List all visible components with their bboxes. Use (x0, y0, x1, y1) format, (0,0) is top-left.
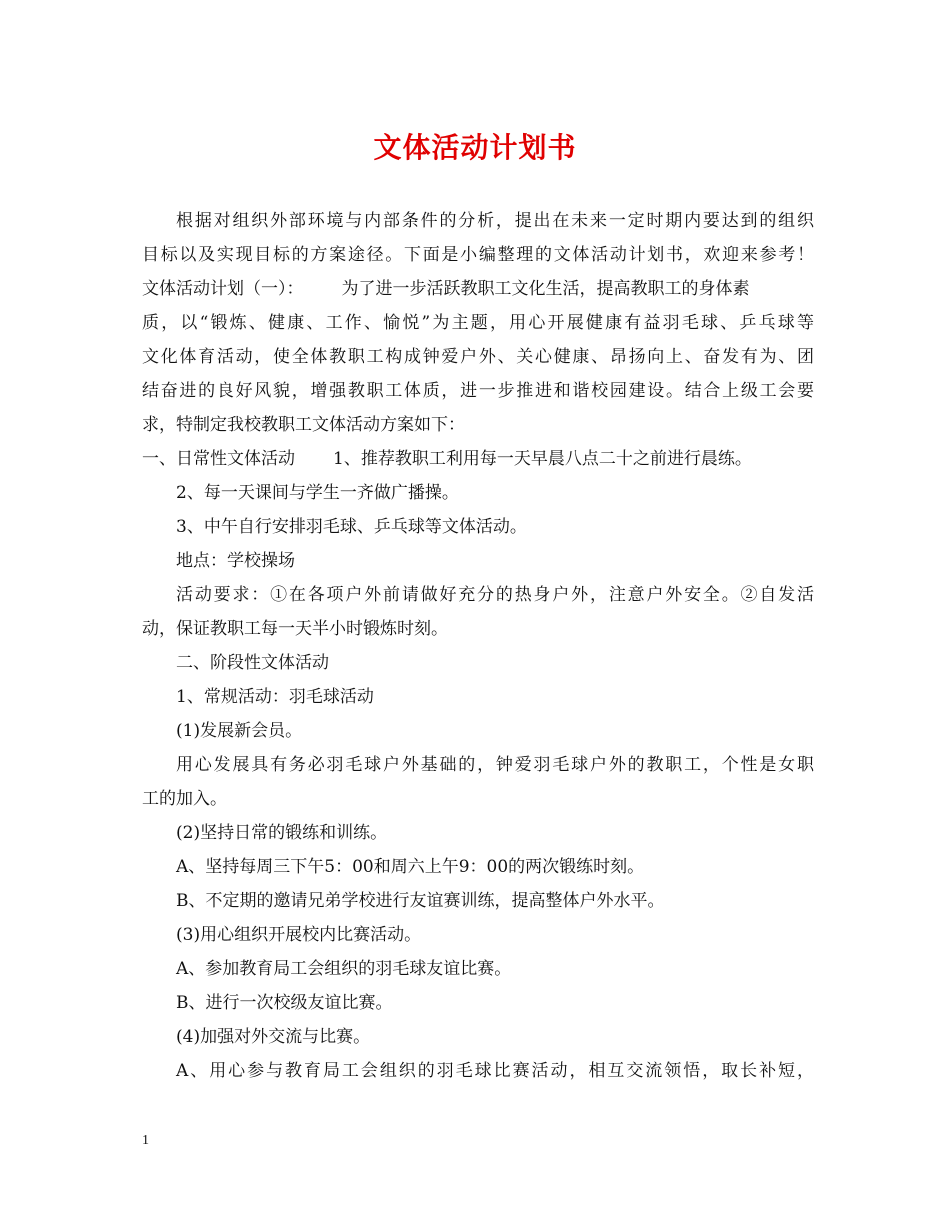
paragraph-line (142, 442, 814, 476)
paragraph-line: (4)加强对外交流与比赛。 (176, 1027, 371, 1047)
paragraph-line: 2、每一天课间与学生一齐做广播操。 (176, 483, 459, 503)
paragraph-line: B、进行一次校级友谊比赛。 (176, 993, 393, 1013)
paragraph-line: 结奋进的良好风貌，增强教职工体质，进一步推进和谐校园建设。结合上级工会要 (142, 381, 814, 401)
paragraph-line: A、参加教育局工会组织的羽毛球友谊比赛。 (176, 959, 512, 979)
paragraph-line: 目标以及实现目标的方案途径。下面是小编整理的文体活动计划书，欢迎来参考！ (142, 245, 814, 265)
paragraph-text: 为了进一步活跃教职工文化生活，提高教职工的身体素 (341, 279, 750, 299)
section-heading: 一、日常性文体活动 (142, 449, 295, 469)
paragraph-line: 地点：学校操场 (176, 551, 295, 571)
paragraph-line: (2)坚持日常的锻练和训练。 (176, 823, 388, 843)
page-number: 1 (142, 1133, 149, 1148)
paragraph-line: (1)发展新会员。 (176, 721, 303, 741)
paragraph-line: B、不定期的邀请兄弟学校进行友谊赛训练，提高整体户外水平。 (176, 891, 665, 911)
paragraph-line: A、坚持每周三下午5：00和周六上午9：00的两次锻练时刻。 (176, 857, 645, 877)
paragraph-line: 用心发展具有务必羽毛球户外基础的，钟爱羽毛球户外的教职工，个性是女职 (176, 755, 814, 775)
section-heading: 文体活动计划（一）： (142, 279, 304, 299)
document-body (142, 204, 814, 1088)
paragraph-line: 根据对组织外部环境与内部条件的分析，提出在未来一定时期内要达到的组织 (176, 211, 814, 231)
paragraph-line: 质，以“锻炼、健康、工作、愉悦”为主题，用心开展健康有益羽毛球、乒乓球等 (142, 313, 814, 333)
paragraph-line: 文化体育活动，使全体教职工构成钟爱户外、关心健康、昂扬向上、奋发有为、团 (142, 347, 814, 367)
section-heading: 二、阶段性文体活动 (176, 653, 329, 673)
paragraph-line: 工的加入。 (142, 789, 227, 809)
paragraph-line: 3、中午自行安排羽毛球、乒乓球等文体活动。 (176, 517, 527, 537)
paragraph-line: 1、常规活动：羽毛球活动 (176, 687, 374, 707)
paragraph-line: 动，保证教职工每一天半小时锻炼时刻。 (142, 619, 448, 639)
paragraph-line: 活动要求：①在各项户外前请做好充分的热身户外，注意户外安全。②自发活 (176, 585, 814, 605)
document-title: 文体活动计划书 (373, 131, 577, 164)
paragraph-text: 1、推荐教职工利用每一天早晨八点二十之前进行晨练。 (333, 449, 752, 469)
paragraph-line: (3)用心组织开展校内比赛活动。 (176, 925, 422, 945)
paragraph-line: 求，特制定我校教职工文体活动方案如下： (142, 415, 465, 435)
paragraph-line (142, 272, 814, 306)
paragraph-line: A、用心参与教育局工会组织的羽毛球比赛活动，相互交流领悟，取长补短， (176, 1061, 814, 1081)
